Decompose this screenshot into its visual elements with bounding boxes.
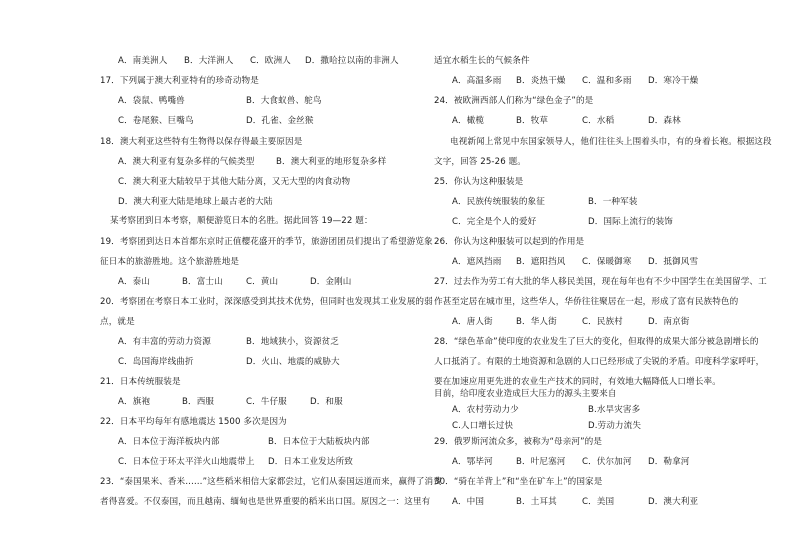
option-d: D．国际上流行的装饰 xyxy=(588,217,673,227)
option-a: A．旗袍 xyxy=(118,397,151,407)
q20-options-cd xyxy=(118,357,340,368)
question-23-line2: 者得喜爱。不仅泰国，而且越南、缅甸也是世界重要的稻米出口国。原因之一：这里有 xyxy=(100,497,431,507)
question-20-line2: 点，就是 xyxy=(100,317,135,327)
q21-options xyxy=(118,397,343,408)
q25-options-cd xyxy=(452,217,673,228)
option-a: A．澳大利亚有复杂多样的气候类型 xyxy=(118,157,255,167)
option-b: B．大食蚁兽、鸵鸟 xyxy=(246,96,322,106)
q20-options-ab xyxy=(118,337,339,348)
question-24: 24．被欧洲西部人们称为“绿色金子”的是 xyxy=(434,96,594,106)
option-b: B.水旱灾害多 xyxy=(588,405,641,415)
option-d: D．和服 xyxy=(310,397,343,407)
option-b: B．叶尼塞河 xyxy=(516,457,566,467)
option-a: A．泰山 xyxy=(118,277,151,287)
question-28-line1: 28．“绿色革命”使印度的农业发生了巨大的变化，但取得的成果大部分被急剧增长的 xyxy=(434,337,759,347)
option-c: C．岛国海岸线曲折 xyxy=(118,357,194,367)
option-d: D．森林 xyxy=(648,116,681,126)
question-19-line1: 19．考察团到达日本首都东京时正值樱花盛开的季节，旅游团团员们提出了希望游览象 xyxy=(100,237,433,247)
q30-options xyxy=(452,497,698,508)
option-c: C．美国 xyxy=(582,497,615,507)
q18-option-c: C．澳大利亚大陆较早于其他大陆分离，又无大型的肉食动物 xyxy=(118,177,351,187)
q16-options xyxy=(118,56,399,67)
option-c: C．欧洲人 xyxy=(250,56,291,66)
option-a: A．高温多雨 xyxy=(452,76,502,86)
q29-options xyxy=(452,457,690,468)
option-c: C．温和多雨 xyxy=(582,76,632,86)
option-c: C．黄山 xyxy=(246,277,279,287)
question-20-line1: 20．考察团在考察日本工业时，深深感受到其技术优势，但同时也发现其工业发展的弱 xyxy=(100,297,433,307)
option-d: D．金刚山 xyxy=(310,277,352,287)
option-a: A．有丰富的劳动力资源 xyxy=(118,337,211,347)
q18-options-ab xyxy=(118,157,386,168)
option-d: D．孔雀、金丝猴 xyxy=(246,116,314,126)
question-30: 30．“骑在羊背上”和“坐在矿车上”的国家是 xyxy=(434,477,603,487)
q19-options xyxy=(118,277,352,288)
section-intro: 某考察团到日本考察，顺便游览日本的名胜。据此回答 19—22 题： xyxy=(110,216,373,226)
option-a: A．农村劳动力少 xyxy=(452,405,519,415)
option-b: B．遮阳挡风 xyxy=(516,257,566,267)
question-28-line2: 人口抵消了。有限的土地资源和急剧的人口已经形成了尖锐的矛盾。印度科学家呼吁， xyxy=(434,357,765,367)
option-b: B．炎热干燥 xyxy=(516,76,566,86)
option-d: D．勒拿河 xyxy=(648,457,690,467)
option-b: B．土耳其 xyxy=(516,497,557,507)
option-b: B．一种军装 xyxy=(588,197,638,207)
option-c: C．伏尔加河 xyxy=(582,457,632,467)
option-a: A．唐人街 xyxy=(452,317,493,327)
option-b: B．富士山 xyxy=(182,277,223,287)
option-c: C.人口增长过快 xyxy=(452,421,514,431)
q22-options-ab xyxy=(118,437,370,448)
question-18: 18．澳大利亚这些特有生物得以保存得最主要原因是 xyxy=(100,137,303,147)
option-b: B．西服 xyxy=(182,397,215,407)
option-d: D．寒冷干燥 xyxy=(648,76,699,86)
passage-line1: 电视新闻上常见中东国家领导人，他们往往头上围着头巾，有的身着长袍。根据这段 xyxy=(450,137,772,147)
option-c: C．牛仔服 xyxy=(246,397,287,407)
option-d: D．澳大利亚 xyxy=(648,497,699,507)
option-d: D．日本工业发达所致 xyxy=(268,457,353,467)
passage-line2: 文字，回答 25-26 题。 xyxy=(434,157,526,167)
option-a: A．南美洲人 xyxy=(118,56,168,66)
option-b: B．日本位于大陆板块内部 xyxy=(268,437,370,447)
option-c: C．日本位于环太平洋火山地震带上 xyxy=(118,457,255,467)
q24-options xyxy=(452,116,681,127)
option-d: D．南京街 xyxy=(648,317,690,327)
option-a: A．橄榄 xyxy=(452,116,485,126)
question-23-line1: 23．“泰国果米、香米……”这些稻米相信大家都尝过，它们从泰国远道而来，赢得了消费 xyxy=(100,477,442,487)
q18-option-d: D．澳大利亚大陆是地球上最古老的大陆 xyxy=(118,197,273,207)
option-a: A．鄂毕河 xyxy=(452,457,493,467)
question-29: 29．俄罗斯河流众多，被称为“母亲河”的是 xyxy=(434,437,603,447)
q22-options-cd xyxy=(118,457,353,468)
option-c: C．卷尾猴、巨嘴鸟 xyxy=(118,116,194,126)
question-25: 25．你认为这种服装是 xyxy=(434,177,524,187)
option-a: A．民族传统服装的象征 xyxy=(452,197,545,207)
q23-options xyxy=(452,76,698,87)
q25-options-ab xyxy=(452,197,637,208)
option-c: C．完全是个人的爱好 xyxy=(452,217,537,227)
question-28-line3: 要在加速应用更先进的农业生产技术的同时，有效地大幅降低人口增长率。 xyxy=(434,377,721,387)
option-c: C．水稻 xyxy=(582,116,615,126)
option-a: A．中国 xyxy=(452,497,485,507)
option-b: B．澳大利亚的地形复杂多样 xyxy=(276,157,387,167)
option-d: D．火山、地震的威胁大 xyxy=(246,357,340,367)
option-b: B．地域狭小，资源贫乏 xyxy=(246,337,339,347)
option-b: B．牧草 xyxy=(516,116,549,126)
q28-options-ab xyxy=(452,405,640,416)
question-28-line4: 目前，给印度农业造成巨大压力的源头主要来自 xyxy=(434,389,617,399)
q17-options-ab xyxy=(118,96,322,107)
q26-options xyxy=(452,257,698,268)
option-a: A．袋鼠、鸭嘴兽 xyxy=(118,96,185,106)
question-26: 26．你认为这种服装可以起到的作用是 xyxy=(434,237,585,247)
question-21: 21．日本传统服装是 xyxy=(100,377,181,387)
option-b: B．华人街 xyxy=(516,317,557,327)
option-d: D．撒哈拉以南的非洲人 xyxy=(305,56,399,66)
question-19-line2: 征日本的旅游胜地。这个旅游胜地是 xyxy=(100,257,240,267)
question-23-line3: 适宜水稻生长的气候条件 xyxy=(434,56,530,66)
question-17: 17．下列属于澳大利亚特有的珍奇动物是 xyxy=(100,76,259,86)
option-d: D．抵御风雪 xyxy=(648,257,699,267)
option-c: C．民族村 xyxy=(582,317,623,327)
option-a: A．遮风挡雨 xyxy=(452,257,502,267)
question-27-line1: 27．过去作为劳工有大批的华人移民美国，现在每年也有不少中国学生在美国留学、工 xyxy=(434,277,767,287)
option-a: A．日本位于海洋板块内部 xyxy=(118,437,220,447)
question-27-line2: 作甚至定居在城市里，这些华人，华侨往往聚居在一起，形成了富有民族特色的 xyxy=(434,297,739,307)
q28-options-cd xyxy=(452,421,641,432)
q17-options-cd xyxy=(118,116,314,127)
option-b: B．大洋洲人 xyxy=(184,56,234,66)
q27-options xyxy=(452,317,690,328)
option-d: D.劳动力流失 xyxy=(588,421,642,431)
question-22: 22．日本平均每年有感地震达 1500 多次是因为 xyxy=(100,417,287,427)
option-c: C．保暖御寒 xyxy=(582,257,632,267)
